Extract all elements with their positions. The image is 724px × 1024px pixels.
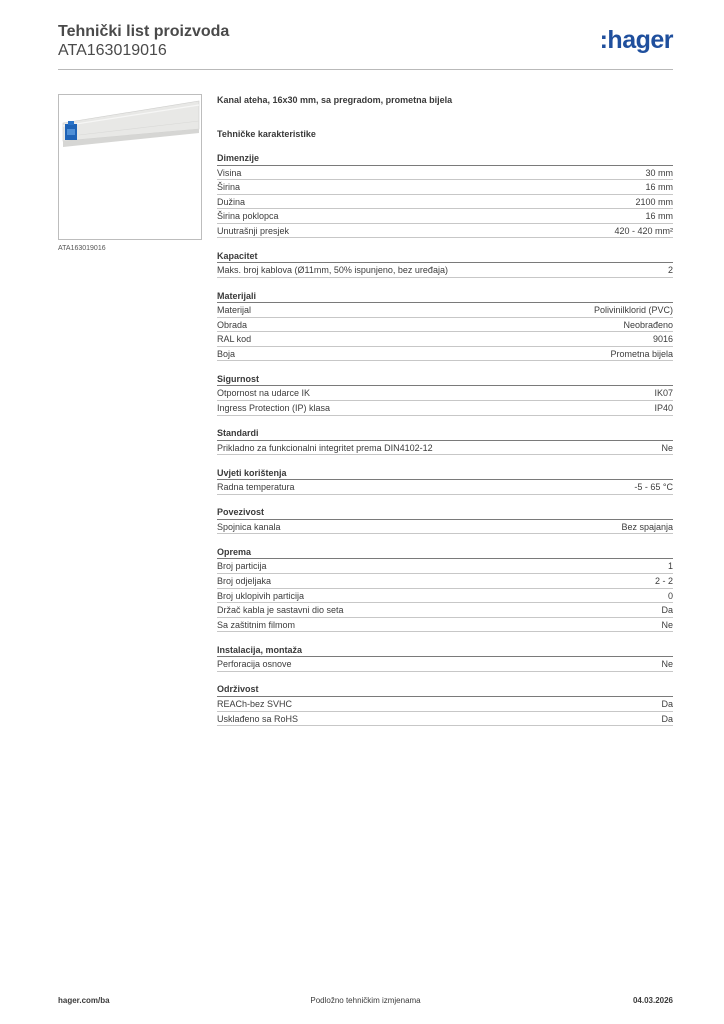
footer-website: hager.com/ba bbox=[58, 996, 110, 1005]
spec-row bbox=[217, 224, 673, 239]
spec-row bbox=[217, 386, 673, 401]
spec-value: 0 bbox=[667, 590, 673, 601]
section-gap bbox=[217, 495, 673, 506]
footer-notice: Podložno tehničkim izmjenama bbox=[310, 996, 421, 1005]
spec-row bbox=[217, 480, 673, 495]
spec-row bbox=[217, 603, 673, 618]
spec-label: Otpornost na udarce IK bbox=[217, 388, 311, 399]
spec-section bbox=[217, 545, 673, 632]
spec-label: Ingress Protection (IP) klasa bbox=[217, 403, 331, 414]
spec-label: Broj odjeljaka bbox=[217, 576, 272, 586]
spec-label: Prikladno za funkcionalni integritet prema DIN4102-12 bbox=[217, 442, 433, 453]
spec-value: 420 - 420 mm² bbox=[614, 225, 673, 236]
spec-section bbox=[217, 426, 673, 455]
section-heading: Materijali bbox=[217, 289, 673, 304]
spec-label: Držač kabla je sastavni dio seta bbox=[217, 605, 344, 616]
spec-section bbox=[217, 249, 673, 278]
spec-value: Ne bbox=[661, 659, 673, 670]
section-heading: Dimenzije bbox=[217, 151, 673, 166]
spec-value: Da bbox=[661, 713, 673, 724]
section-heading: Standardi bbox=[217, 426, 673, 441]
spec-section bbox=[217, 466, 673, 495]
section-heading: Održivost bbox=[217, 682, 673, 697]
spec-label: Unutrašnji presjek bbox=[217, 225, 290, 236]
spec-value: Da bbox=[661, 605, 673, 616]
section-gap bbox=[217, 361, 673, 372]
spec-row bbox=[217, 332, 673, 347]
spec-row bbox=[217, 195, 673, 210]
spec-value: Da bbox=[661, 698, 673, 709]
characteristics-sections bbox=[217, 151, 673, 726]
section-gap bbox=[217, 455, 673, 466]
spec-row bbox=[217, 441, 673, 456]
spec-value: 1 bbox=[667, 561, 673, 572]
section-heading: Povezivost bbox=[217, 505, 673, 520]
spec-row bbox=[217, 697, 673, 712]
datasheet-content bbox=[217, 94, 673, 726]
page-header bbox=[58, 22, 673, 70]
footer-date: 04.03.2026 bbox=[632, 996, 673, 1005]
spec-row bbox=[217, 401, 673, 416]
spec-value: 16 mm bbox=[645, 182, 673, 193]
spec-label: Visina bbox=[217, 167, 242, 178]
spec-label: Boja bbox=[217, 348, 236, 359]
spec-value: 2100 mm bbox=[635, 196, 673, 207]
section-heading: Oprema bbox=[217, 545, 673, 560]
spec-row bbox=[217, 520, 673, 535]
spec-value: IK07 bbox=[654, 388, 673, 399]
spec-label: Sa zaštitnim filmom bbox=[217, 619, 296, 630]
spec-label: REACh-bez SVHC bbox=[217, 698, 293, 709]
spec-section bbox=[217, 151, 673, 238]
spec-row bbox=[217, 657, 673, 672]
spec-value: Bez spajanja bbox=[621, 521, 673, 532]
spec-value: 30 mm bbox=[645, 167, 673, 178]
spec-row bbox=[217, 303, 673, 318]
product-code: ATA163019016 bbox=[58, 42, 167, 59]
spec-label: Broj uklopivih particija bbox=[217, 590, 305, 601]
spec-label: Perforacija osnove bbox=[217, 659, 292, 670]
spec-value: -5 - 65 °C bbox=[634, 482, 673, 493]
spec-value: 16 mm bbox=[645, 211, 673, 222]
spec-value: Ne bbox=[661, 619, 673, 630]
spec-value: 2 - 2 bbox=[654, 576, 673, 586]
spec-value: 9016 bbox=[652, 334, 673, 345]
characteristics-heading: Tehničke karakteristike bbox=[217, 129, 316, 139]
spec-section bbox=[217, 643, 673, 672]
image-caption: ATA163019016 bbox=[58, 245, 106, 252]
spec-label: Maks. broj kablova (Ø11mm, 50% ispunjeno, bez uređaja) bbox=[217, 265, 448, 276]
spec-value: Neobrađeno bbox=[623, 319, 673, 330]
spec-row bbox=[217, 209, 673, 224]
hager-logo: :hager bbox=[599, 26, 673, 54]
spec-row bbox=[217, 180, 673, 195]
header-divider bbox=[58, 69, 673, 70]
spec-label: Usklađeno sa RoHS bbox=[217, 713, 299, 724]
spec-section bbox=[217, 505, 673, 534]
section-heading: Sigurnost bbox=[217, 372, 673, 387]
spec-value: Prometna bijela bbox=[610, 348, 673, 359]
spec-row bbox=[217, 712, 673, 727]
spec-label: Broj particija bbox=[217, 561, 267, 572]
spec-label: Spojnica kanala bbox=[217, 521, 281, 532]
spec-row bbox=[217, 318, 673, 333]
spec-value: Ne bbox=[661, 442, 673, 453]
spec-row bbox=[217, 618, 673, 633]
section-gap bbox=[217, 278, 673, 289]
section-gap bbox=[217, 238, 673, 249]
trunking-illustration bbox=[59, 95, 202, 240]
spec-row bbox=[217, 589, 673, 604]
spec-row bbox=[217, 263, 673, 278]
section-gap bbox=[217, 632, 673, 643]
spec-label: Materijal bbox=[217, 305, 252, 316]
spec-label: Širina poklopca bbox=[217, 211, 279, 222]
spec-section bbox=[217, 289, 673, 362]
spec-row bbox=[217, 166, 673, 181]
page-title: Tehnički list proizvoda bbox=[58, 23, 230, 40]
product-description: Kanal ateha, 16x30 mm, sa pregradom, prometna bijela bbox=[217, 95, 453, 105]
spec-section bbox=[217, 372, 673, 416]
product-image bbox=[58, 94, 202, 240]
section-heading: Kapacitet bbox=[217, 249, 673, 264]
spec-label: Dužina bbox=[217, 196, 246, 207]
spec-value: 2 bbox=[667, 265, 673, 276]
spec-label: RAL kod bbox=[217, 334, 252, 345]
spec-row bbox=[217, 574, 673, 589]
spec-value: IP40 bbox=[654, 403, 673, 414]
section-gap bbox=[217, 534, 673, 545]
spec-row bbox=[217, 559, 673, 574]
spec-label: Obrada bbox=[217, 319, 248, 330]
section-heading: Uvjeti korištenja bbox=[217, 466, 673, 481]
section-heading: Instalacija, montaža bbox=[217, 643, 673, 658]
spec-label: Radna temperatura bbox=[217, 482, 295, 493]
spec-label: Širina bbox=[217, 182, 241, 193]
spec-section bbox=[217, 682, 673, 726]
spec-value: Polivinilklorid (PVC) bbox=[593, 305, 673, 316]
section-gap bbox=[217, 672, 673, 683]
spec-row bbox=[217, 347, 673, 362]
section-gap bbox=[217, 416, 673, 427]
